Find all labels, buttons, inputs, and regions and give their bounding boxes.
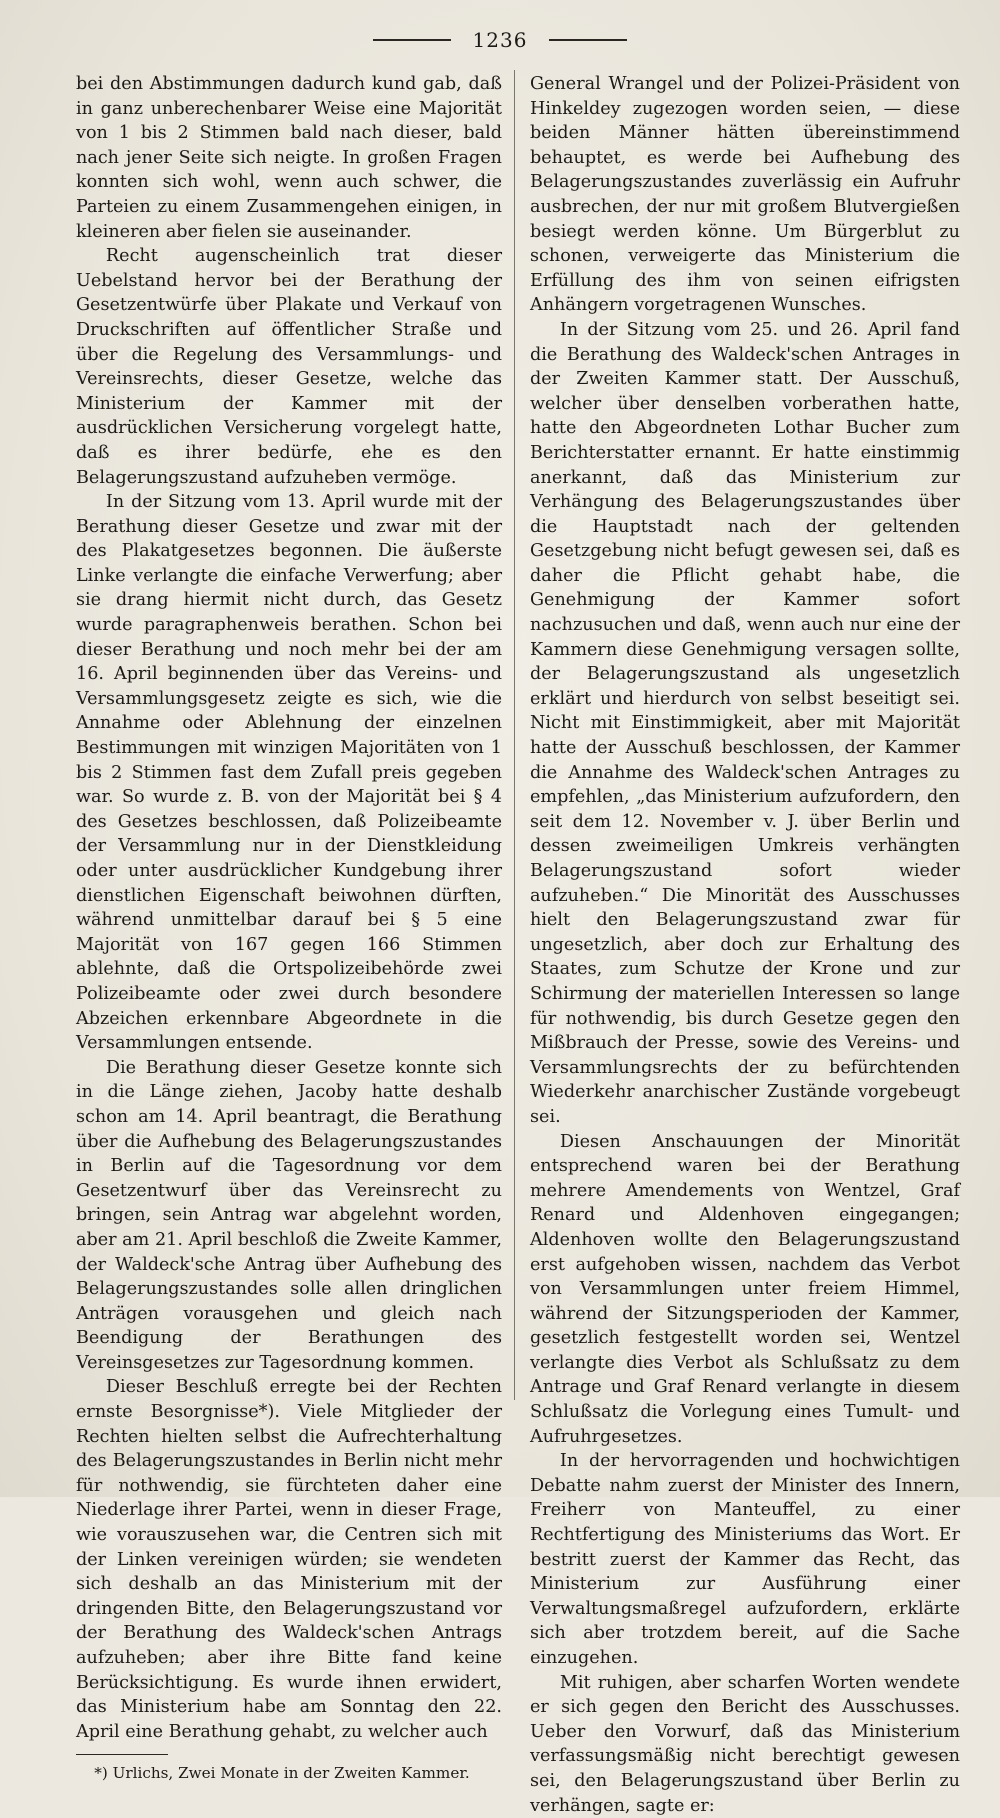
column-divider — [514, 70, 515, 1400]
page-number: 1236 — [472, 28, 528, 52]
paragraph: Die Berathung dieser Gesetze konnte sich in die Länge ziehen, Jacoby hatte deshalb schon am 14. April beantragt, die Berathung über die Aufhebung des Belagerungszustandes in Berlin auf die Tagesordnung vor dem Gesetzentwurf über das Vereinsrecht zu bringen, sein Antrag war abgelehnt worden, aber am 21. April beschloß die Zweite Kammer, der Waldeck'sche Antrag über Aufhebung des Belagerungszustandes solle allen dringlichen Anträgen vorausgehen und gleich nach Beendigung der Berathungen des Vereinsgesetzes zur Tagesordnung kommen. — [76, 1057, 502, 1373]
header-rule-right — [549, 39, 627, 41]
page-header — [0, 28, 1000, 52]
footnote-rule — [76, 1754, 168, 1755]
paragraph: Dieser Beschluß erregte bei der Rechten ernste Besorgnisse*). Viele Mitglieder der Rechten hielten selbst die Aufrechterhaltung des Belagerungszustandes in Berlin nicht mehr für nothwendig, sie fürchteten daher eine Niederlage ihrer Partei, wenn in dieser Frage, wie vorauszusehen war, die Centren sich mit der Linken vereinigen würden; sie wendeten sich deshalb an das Ministerium mit der dringenden Bitte, den Belagerungszustand vor der Berathung des Waldeck'schen Antrags aufzuheben; aber ihre Bitte fand keine Berücksichtigung. Es wurde ihnen erwidert, das Ministerium habe am Sonntag den 22. April eine Berathung gehabt, zu welcher auch — [76, 1377, 502, 1742]
paragraph: Mit ruhigen, aber scharfen Worten wendete er sich gegen den Bericht des Ausschusses. Ueber den Vorwurf, daß das Ministerium verfassungsmäßig nicht berechtigt gewesen sei, den Belagerungszustand über Berlin zu verhängen, sagte er: — [530, 1672, 960, 1816]
paragraph: bei den Abstimmungen dadurch kund gab, daß in ganz unberechenbarer Weise eine Majorität von 1 bis 2 Stimmen bald nach dieser, bald nach jener Seite sich neigte. In großen Fragen konnten sich wohl, wenn auch schwer, die Parteien zu einem Zusammengehen einigen, in kleineren aber fielen sie auseinander. — [76, 74, 502, 242]
header-rule-left — [373, 39, 451, 41]
paragraph: In der Sitzung vom 13. April wurde mit der Berathung dieser Gesetze und zwar mit der des Plakatgesetzes begonnen. Die äußerste Linke verlangte die einfache Verwerfung; aber sie drang hiermit nicht durch, das Gesetz wurde paragraphenweis berathen. Schon bei dieser Berathung und noch mehr bei der am 16. April beginnenden über das Vereins- und Versammlungsgesetz zeigte es sich, wie die Annahme oder Ablehnung der einzelnen Bestimmungen mit winzigen Majoritäten von 1 bis 2 Stimmen fast dem Zufall preis gegeben war. So wurde z. B. von der Majorität bei § 4 des Gesetzes beschlossen, daß Polizeibeamte der Versammlung nur in der Dienstkleidung oder unter ausdrücklicher Kundgebung ihrer dienstlichen Eigenschaft beiwohnen dürften, während unmittelbar darauf bei § 5 eine Majorität von 167 gegen 166 Stimmen ablehnte, daß die Ortspolizeibehörde zwei Polizeibeamte oder zwei durch besondere Abzeichen erkennbare Abgeordnete in die Versammlungen entsende. — [76, 492, 502, 1054]
paragraph: Recht augenscheinlich trat dieser Uebelstand hervor bei der Berathung der Gesetzentwürfe über Plakate und Verkauf von Druckschriften auf öffentlicher Straße und über die Regelung des Versammlungs- und Vereinsrechts, dieser Gesetze, welche das Ministerium der Kammer mit der ausdrücklichen Versicherung vorgelegt hatte, daß es ihrer bedürfe, ehe es den Belagerungszustand aufzuheben vermöge. — [76, 246, 502, 488]
paragraph: General Wrangel und der Polizei-Präsident von Hinkeldey zugezogen worden seien, — diese beiden Männer hätten übereinstimmend behauptet, es werde bei Aufhebung des Belagerungszustandes zuverlässig ein Aufruhr ausbrechen, der nur mit großem Blutvergießen besiegt werden könne. Um Bürgerblut zu schonen, verweigerte das Ministerium die Erfüllung des ihm von seinen eifrigsten Anhängern vorgetragenen Wunsches. — [530, 74, 960, 316]
footnote: *) Urlichs, Zwei Monate in der Zweiten Kammer. — [94, 1764, 470, 1783]
left-column — [76, 72, 502, 1783]
paragraph: In der hervorragenden und hochwichtigen Debatte nahm zuerst der Minister des Innern, Freiherr von Manteuffel, zu einer Rechtfertigung des Ministeriums das Wort. Er bestritt zuerst der Kammer das Recht, das Ministerium zur Ausführung einer Verwaltungsmaßregel aufzufordern, erklärte sich aber trotzdem bereit, auf die Sache einzugehen. — [530, 1451, 960, 1668]
right-column — [530, 72, 960, 1816]
paragraph: Diesen Anschauungen der Minorität entsprechend waren bei der Berathung mehrere Amendements von Wentzel, Graf Renard und Aldenhoven eingegangen; Aldenhoven wollte den Belagerungszustand erst aufgehoben wissen, nachdem das Verbot von Versammlungen unter freiem Himmel, während der Sitzungsperioden der Kammer, gesetzlich festgestellt worden sei, Wentzel verlangte dies Verbot als Schlußsatz zu dem Antrage und Graf Renard verlangte in diesem Schlußsatz die Vorlegung eines Tumult- und Aufruhrgesetzes. — [530, 1131, 960, 1447]
paragraph: In der Sitzung vom 25. und 26. April fand die Berathung des Waldeck'schen Antrages in der Zweiten Kammer statt. Der Ausschuß, welcher über denselben vorberathen hatte, hatte den Abgeordneten Lothar Bucher zum Berichterstatter ernannt. Er hatte einstimmig anerkannt, daß das Ministerium zur Verhängung des Belagerungszustandes über die Hauptstadt nach der geltenden Gesetzgebung nicht befugt gewesen sei, daß es daher die Pflicht gehabt habe, die Genehmigung der Kammer sofort nachzusuchen und daß, wenn auch nur eine der Kammern diese Genehmigung versagen sollte, der Belagerungszustand als ungesetzlich erklärt und hierdurch von selbst beseitigt sei. Nicht mit Einstimmigkeit, aber mit Majorität hatte der Ausschuß beschlossen, der Kammer die Annahme des Waldeck'schen Antrages zu empfehlen, „das Ministerium aufzufordern, den seit dem 12. November v. J. über Berlin und dessen zweimeiligen Umkreis verhängten Belagerungszustand sofort wieder aufzuheben.“ Die Minorität des Ausschusses hielt den Belagerungszustand zwar für ungesetzlich, aber doch zur Erhaltung des Staates, zum Schutze der Krone und zur Schirmung der materiellen Interessen so lange für nothwendig, bis durch Gesetze gegen den Mißbrauch der Presse, sowie des Vereins- und Versammlungsrechts der zu befürchtenden Wiederkehr anarchischer Zustände vorgebeugt sei. — [530, 319, 960, 1127]
